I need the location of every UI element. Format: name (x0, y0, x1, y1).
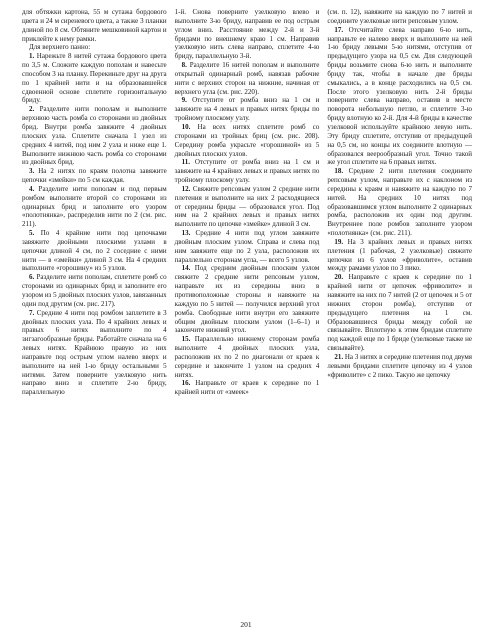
paragraph-text: Нарежьте 8 нитей сутажа бордового цвета по 3,5 м. Сложите каждую пополам и навесьте способом 3 на планку. Перекиньте друг на друга по 1 крайней нити и на образовавшейся сдвоенной основе сплетите горизонтальную бриду. (22, 52, 167, 105)
paragraph-text: Свяжите репсовым узлом 2 средние нити плетения и выполните на них 2 расходящиеся от середины бриды — образовался угол. Под ним на 2 крайних левых и правых нитях выполните по цепочке «змейке» длиной 3 см. (174, 184, 320, 229)
paragraph (175, 264, 320, 335)
step-number: 18. (334, 167, 344, 176)
paragraph (175, 123, 320, 158)
paragraph (22, 273, 167, 308)
paragraph (175, 335, 320, 379)
text-column-middle (175, 8, 320, 608)
step-number: 1. (29, 52, 35, 61)
step-number: 15. (181, 335, 191, 344)
paragraph (327, 353, 472, 380)
paragraph (22, 167, 167, 185)
paragraph (175, 379, 320, 397)
paragraph (175, 8, 320, 61)
paragraph-text: 1-й. Снова поверните узелковую влево и выполните 3-ю бриду, направив ее под острым углом вниз. Расстояние между 2-й и 3-й бридами по внешнему краю 1 см. Направив узелковую нить слева направо, сплетите 4-ю бриду, параллельную 3-й. (174, 8, 320, 61)
paragraph (22, 8, 167, 43)
paragraph (327, 26, 472, 168)
step-number: 17. (334, 25, 344, 34)
step-number: 19. (334, 237, 344, 246)
paragraph (22, 309, 167, 397)
paragraph (327, 8, 472, 26)
text-column-left (22, 8, 167, 608)
paragraph-text: Разделите 16 нитей пополам и выполните открытый одинарный ромб, навязав рабочие нити с верхних сторон на нижние, начиная от верхнего угла (см. рис. 220). (174, 61, 320, 96)
paragraph-text: Направьте с краев к середине по 1 крайней нити от цепочек «фриволите» и навяжите на них по 7 нитей (2 от цепочек и 5 от нижних сторон ромба), отступив от предыдущего плетения на 1 см. Образовавшиеся бриды между собой не связывайте. Вплотную к этим бридам сплетите под каждой еще по 1 бриде (узелковые также не связывайте). (327, 273, 473, 353)
step-number: 14. (181, 264, 191, 273)
paragraph (22, 52, 167, 105)
paragraph-text: Для верхнего панно: (29, 43, 91, 52)
paragraph-text: Параллельно нижнему сторонам ромба выполните 4 двойных плоских узла, расположив их по 2 по диагонали от краев к середине и закончите 1 узлом на средних 4 нитях. (174, 335, 320, 379)
paragraph-text: На 3 нитях в середине плетения под двумя левыми бридами сплетите цепочку из 4 узлов «фриволите» с 2 пико. Такую же цепочку (327, 352, 473, 379)
paragraph (22, 185, 167, 229)
paragraph-text: По 4 крайние нити под цепочками завяжите двойными плоскими узлами в цепочки длиной 4 см, по 2 соседние с ними нити — в «змейки» длиной 3 см. На 4 средних выполните «горошину» из 5 узлов. (22, 229, 167, 273)
text-column-right (327, 8, 472, 608)
paragraph-text: Под средним двойным плоским узлом свяжите 2 средние нити репсовым узлом, направьте их из середины вниз в противоположные стороны и навяжите на каждую по 5 нитей — получился верхний угол ромба. Свободные нити внутри его завяжите общим двойным плоским узлом (1–6–1) и закончите нижний угол. (174, 264, 320, 335)
book-page (22, 8, 472, 608)
step-number: 5. (29, 229, 35, 238)
paragraph-text: Разделите нити пополам, сплетите ромб со сторонами из одинарных брид и заполните его узором из 5 двойных плоских узлов, завязанных один под другим (см. рис. 217). (22, 273, 167, 308)
paragraph (327, 273, 472, 353)
step-number: 8. (181, 61, 187, 70)
paragraph-text: Отступите от ромба вниз на 1 см и завяжите на 4 крайних левых и правых нитях по тройному плоскому узлу. (174, 158, 320, 185)
paragraph-text: Отсчитайте слева направо 6-ю нить, направьте ее налево вверх и выполните на ней 1-ю бриду левыми 5-ю нитями, отступив от предыдущего узора на 0,5 см. Для следующей бриды возьмите снова 6-ю нить и выполните бриду так, чтобы в начале две бриды смыкались, а в конце расходились на 0,5 см. После этого узелковую нить 2-й бриды поверните слева направо, оставив в месте поворота небольшую петлю, и сплетите 3-ю бриду влотную ко 2-й. Для 4-й бриды в качестве узелковой используйте крайнюю левую нить. Эту бриду сплетите, отступив от предыдущей на 0,5 см, но концы их соедините влотную — образовался веерообразный угол. Точно такой же угол сплетите на 6 правых нитях. (327, 25, 473, 167)
paragraph (175, 158, 320, 185)
step-number: 6. (29, 273, 35, 282)
step-number: 4. (29, 184, 35, 193)
step-number: 12. (181, 184, 191, 193)
paragraph-text: Разделите нити пополам и под первым ромбом выполните второй со сторонами из одинарных брид и заполните его узором «полотнянка», распределив нити по 2 (см. рис. 211). (22, 184, 167, 229)
step-number: 16. (181, 379, 191, 388)
step-number: 9. (181, 96, 187, 105)
step-number: 3. (29, 167, 35, 176)
step-number: 7. (29, 308, 35, 317)
paragraph (175, 229, 320, 264)
paragraph-text: На 3 крайних левых и правых нитях плетения (1 рабочая, 2 узелковые) свяжите цепочки из 6 узлов «фриволите», оставив между рамами узлов по 3 пико. (327, 237, 473, 273)
step-number: 13. (181, 229, 191, 238)
step-number: 21. (334, 352, 344, 361)
paragraph-text: На 2 нитях по краям полотна завяжите цепочки «змейки» по 5 см каждая. (22, 167, 167, 185)
paragraph (22, 229, 167, 273)
paragraph (175, 185, 320, 229)
page-number: 201 (240, 620, 252, 629)
paragraph-text: Направьте от краев к середине по 1 крайней нити от «змеек» (174, 379, 320, 397)
paragraph-text: Отступите от ромба вниз на 1 см и завяжите на 4 левых и правых нитях бриды по тройному плоскому узлу. (174, 96, 320, 123)
step-number: 10. (181, 122, 191, 131)
paragraph (175, 61, 320, 96)
paragraph-text: для обтяжки картона, 55 м сутажа бордового цвета и 24 м сиреневого цвета, а также 3 планки длиной по 8 см. Обтяните мешковиной картон и приклейте к нему рамки. (22, 8, 167, 43)
paragraph-text: На всех нитях сплетите ромб со сторонами из тройных бриц (см. рис. 208). Середину ромба украсьте «горошиной» из 5 двойных плоских узлов. (174, 122, 320, 158)
paragraph (22, 105, 167, 167)
paragraph (327, 167, 472, 238)
step-number: 11. (181, 158, 191, 167)
paragraph-text: (см. п. 12), навяжите на каждую по 7 нитей и соедините узелковые нити репсовым узлом. (327, 8, 473, 25)
paragraph (175, 96, 320, 123)
step-number: 2. (29, 105, 35, 114)
paragraph-text: Средние 4 нити под углом завяжите двойным плоским узлом. Справа и слева под ним завяжите еще по 2 узла, расположив их параллельно сторонам угла, — всего 5 узлов. (174, 229, 320, 264)
paragraph (22, 43, 167, 52)
paragraph-text: Разделите нити пополам и выполните верхнюю часть ромба со сторонами из двойных брид. Внутри ромба завяжите 4 двойных плоских узла. Сплетите сначала 1 узел из средних 4 нитей, под ним 2 узла и ниже еще 1. Выполните нижнюю часть ромба со сторонами из двойных брид. (22, 105, 167, 167)
paragraph-text: Средние 2 нити плетения соедините репсовым узлом, направьте их с наклоном из середины к краям и навяжите на каждую по 7 нитей. На средних 10 нитях под образовавшимся углом выполните 2 одинарных ромба, расположив их один под другим. Внутреннее поле ромбов заполните узором «полотнянка» (см. рис. 211). (327, 167, 473, 238)
paragraph (327, 238, 472, 273)
paragraph-text: Средние 4 нити под ромбом заплетите в 3 двойных плоских узла. По 4 крайних левых и правых 6 нитях выполните по 4 зигзагообразные бриды. Работайте сначала на 6 левых нитях. Крайнюю правую из них направьте под острым углом налево вверх и выполните на ней 1-ю бриду остальными 5 нитями. Затем поверните узелковую нить направо вниз и сплетите 2-ю бриду, параллельную (22, 308, 167, 397)
step-number: 20. (334, 273, 344, 282)
